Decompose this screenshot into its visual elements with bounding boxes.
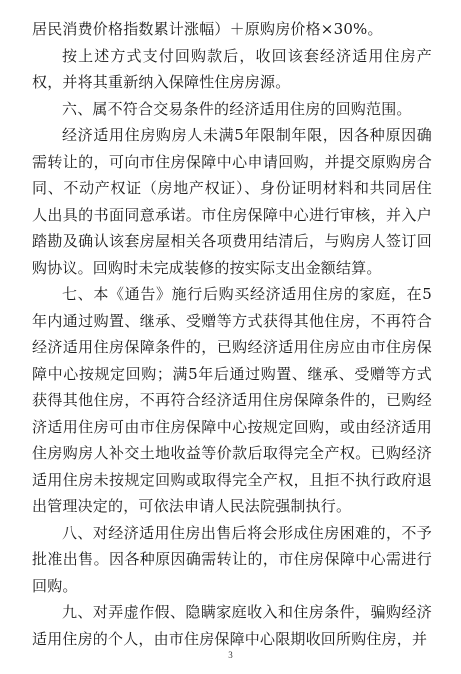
paragraph-section-eight: 八、对经济适用住房出售后将会形成住房困难的，不予批准出售。因各种原因确需转让的，市住房保障中心需进行回购。 xyxy=(32,523,432,595)
paragraph-section-six-body: 经济适用住房购房人未满5年限制年限，因各种原因确需转让的，可向市住房保障中心申请回购，并提交原购房合同、不动产权证（房地产权证）、身份证明材料和共同居住人出具的书面同意承诺。市住房保障中心进行审核，并入户踏勘及确认该套房屋相关各项费用结清后，与购房人签订回购协议。回购时未完成装修的按实际支出金额结算。 xyxy=(32,126,432,277)
paragraph-price-formula: 居民消费价格指数累计涨幅）＋原购房价格×30%。 xyxy=(32,20,383,38)
page-number: 3 xyxy=(228,650,233,660)
paragraph-section-nine: 九、对弄虚作假、隐瞒家庭收入和住房条件，骗购经济适用住房的个人，由市住房保障中心限期收回所购住房，并 xyxy=(32,603,432,648)
paragraph-section-seven: 七、本《通告》施行后购买经济适用住房的家庭，在5年内通过购置、继承、受赠等方式获得其他住房，不再符合经济适用住房保障条件的，已购经济适用住房应由市住房保障中心按规定回购；满5年后通过购置、继承、受赠等方式获得其他住房，不再符合经济适用住房保障条件的，已购经济适用住房可由市住房保障中心按规定回购，或由经济适用住房购房人补交土地收益等价款后取得完全产权。已购经济适用住房未按规定回购或取得完全产权，且拒不执行政府退出管理决定的，可依法申请人民法院强制执行。 xyxy=(32,285,432,515)
paragraph-section-six-heading: 六、属不符合交易条件的经济适用住房的回购范围。 xyxy=(62,99,412,118)
document-body xyxy=(32,16,432,652)
paragraph-reclaim-ownership: 按上述方式支付回购款后，收回该套经济适用住房产权，并将其重新纳入保障性住房房源。 xyxy=(32,46,432,91)
